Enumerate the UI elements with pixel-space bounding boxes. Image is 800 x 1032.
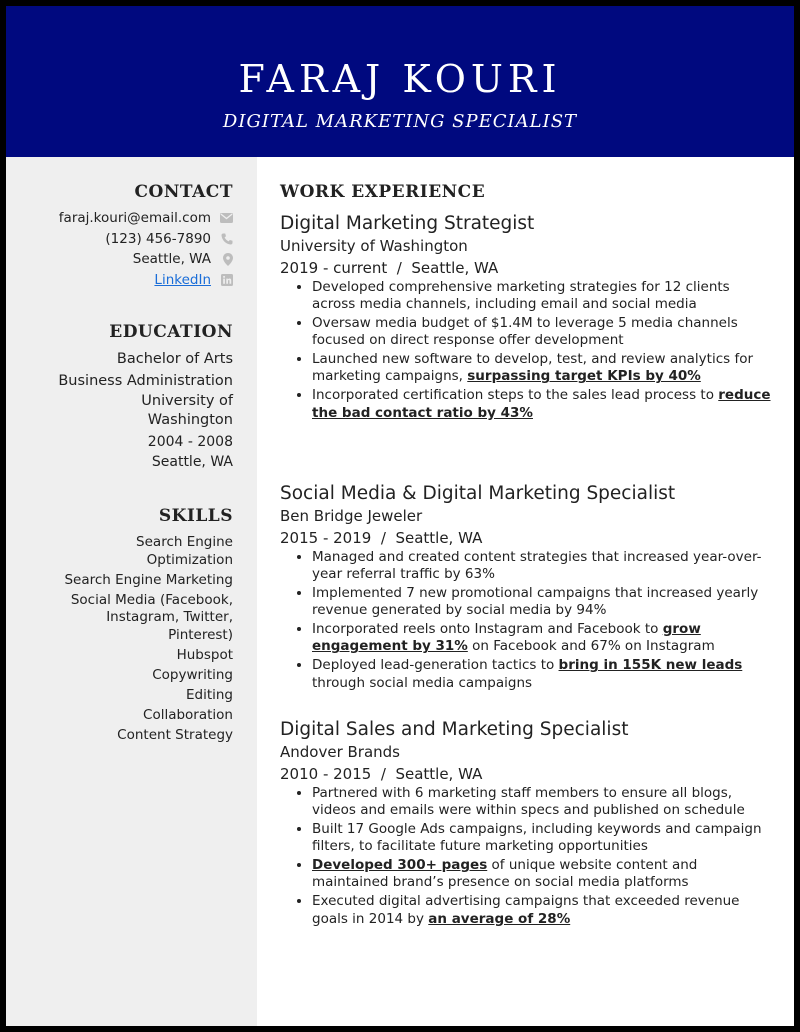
contact-email-row: [23, 208, 233, 229]
separator: /: [396, 259, 402, 277]
work-experience-heading: WORK EXPERIENCE: [280, 182, 486, 202]
education-years: 2004 - 2008: [147, 434, 233, 450]
education-heading: EDUCATION: [109, 322, 233, 342]
skill-item: Content Strategy: [117, 726, 233, 743]
education-section: [23, 322, 233, 472]
highlight-metric: surpassing target KPIs by 40%: [467, 368, 701, 385]
phone-icon: [217, 233, 233, 245]
job-entry: [280, 212, 775, 423]
skill-item: Editing: [185, 686, 233, 703]
linkedin-icon: [217, 274, 233, 286]
bullet-item: • Oversaw media budget of $1.4M to leverage 5 media channels focused on direct response offer development: [312, 315, 775, 350]
job-entry: [280, 482, 775, 693]
sidebar: [6, 157, 257, 1026]
bullet-item: • Incorporated certification steps to the sales lead process to reduce the bad contact ratio by 43%: [312, 387, 775, 422]
bullet-item: • Partnered with 6 marketing staff members to ensure all blogs, videos and emails were within specs and published on schedule: [312, 785, 775, 820]
bullet-item: • Built 17 Google Ads campaigns, including keywords and campaign filters, to facilitate future marketing opportunities: [312, 821, 775, 856]
highlight-metric: Developed 300+ pages: [312, 857, 488, 874]
field-of-study: Business Administration: [58, 373, 233, 389]
job-title: Social Media & Digital Marketing Specialist: [280, 483, 676, 504]
bullet-item: • Developed 300+ pages of unique website content and maintained brand’s presence on social media platforms: [312, 857, 775, 892]
bullet-item: • Launched new software to develop, test, and review analytics for marketing campaigns, surpassing target KPIs by 40%: [312, 351, 775, 386]
education-location: Seattle, WA: [151, 454, 233, 470]
highlight-metric: reduce the bad contact ratio by 43%: [312, 387, 771, 421]
skill-item: Social Media (Facebook, Instagram, Twitter, Pinterest): [70, 591, 233, 643]
company-name: Ben Bridge Jeweler: [280, 507, 423, 525]
envelope-icon: [217, 213, 233, 223]
location-text: Seattle, WA: [132, 251, 211, 267]
bullet-item: • Implemented 7 new promotional campaigns that increased yearly revenue generated by social media by 94%: [312, 585, 775, 620]
header-banner: [6, 6, 794, 157]
skill-item: Collaboration: [143, 706, 233, 723]
degree: Bachelor of Arts: [116, 351, 233, 367]
bullet-item: • Incorporated reels onto Instagram and Facebook to grow engagement by 31% on Facebook and 67% on Instagram: [312, 621, 775, 656]
candidate-name: FARAJ KOURI: [238, 57, 562, 101]
skills-heading: SKILLS: [158, 506, 233, 526]
bullet-item: • Deployed lead-generation tactics to bring in 155K new leads through social media campaigns: [312, 657, 775, 692]
job-title: Digital Sales and Marketing Specialist: [280, 719, 629, 740]
school-name: University of Washington: [141, 393, 233, 428]
skill-item: Search Engine Marketing: [64, 571, 233, 588]
job-bullets: [280, 279, 775, 422]
job-title-headline: DIGITAL MARKETING SPECIALIST: [222, 111, 578, 132]
highlight-metric: grow engagement by 31%: [312, 621, 701, 655]
email-text[interactable]: faraj.kouri@email.com: [58, 210, 211, 226]
contact-heading: CONTACT: [134, 182, 233, 202]
skill-item: Hubspot: [176, 646, 233, 663]
contact-phone-row: [23, 229, 233, 250]
highlight-metric: an average of 28%: [428, 910, 571, 927]
contact-linkedin-row: [23, 270, 233, 291]
company-name: Andover Brands: [280, 743, 400, 761]
job-dates-location: [280, 763, 775, 785]
contact-section: [23, 182, 233, 290]
skills-section: [23, 506, 233, 747]
location-pin-icon: [217, 253, 233, 266]
contact-location-row: [23, 249, 233, 270]
job-dates: 2019 - current: [280, 259, 388, 277]
job-bullets: [280, 785, 775, 928]
job-location: Seattle, WA: [395, 765, 483, 783]
highlight-metric: bring in 155K new leads: [558, 657, 743, 674]
separator: /: [380, 529, 386, 547]
job-dates: 2010 - 2015: [280, 765, 372, 783]
skill-item: Search Engine Optimization: [136, 534, 233, 568]
job-location: Seattle, WA: [395, 529, 483, 547]
phone-text[interactable]: (123) 456-7890: [105, 230, 211, 247]
separator: /: [380, 765, 386, 783]
bullet-item: • Executed digital advertising campaigns that exceeded revenue goals in 2014 by an average of 28%: [312, 893, 775, 928]
job-title: Digital Marketing Strategist: [280, 213, 535, 234]
job-dates: 2015 - 2019: [280, 529, 372, 547]
resume-page: [6, 6, 794, 1026]
job-entry: [280, 718, 775, 929]
job-dates-location: [280, 527, 775, 549]
bullet-item: • Developed comprehensive marketing strategies for 12 clients across media channels, including email and social media: [312, 279, 775, 314]
job-bullets: [280, 549, 775, 692]
linkedin-link[interactable]: LinkedIn: [154, 271, 211, 288]
company-name: University of Washington: [280, 237, 468, 255]
job-location: Seattle, WA: [411, 259, 499, 277]
skill-item: Copywriting: [152, 666, 233, 683]
bullet-item: • Managed and created content strategies that increased year-over-year referral traffic by 63%: [312, 549, 775, 584]
job-dates-location: [280, 257, 775, 279]
